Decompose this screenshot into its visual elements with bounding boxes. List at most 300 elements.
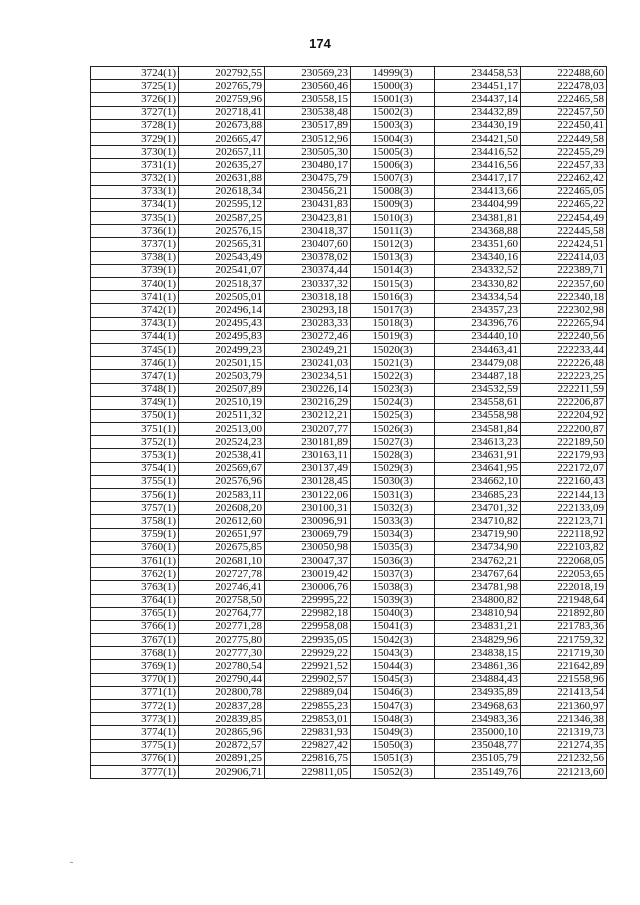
y-coordinate-left-cell: 230249,21	[265, 343, 351, 356]
x-coordinate-left-cell: 202538,41	[179, 449, 265, 462]
point-id-right-cell: 15039(3)	[351, 594, 435, 607]
table-row	[91, 370, 607, 383]
point-id-left-cell: 3737(1)	[91, 238, 179, 251]
x-coordinate-left-cell: 202764,77	[179, 607, 265, 620]
point-id-left-cell: 3736(1)	[91, 225, 179, 238]
x-coordinate-right-cell: 234831,21	[435, 620, 521, 633]
point-id-left-cell: 3767(1)	[91, 634, 179, 647]
x-coordinate-left-cell: 202543,49	[179, 251, 265, 264]
x-coordinate-right-cell: 234332,52	[435, 264, 521, 277]
point-id-left-cell: 3772(1)	[91, 700, 179, 713]
x-coordinate-left-cell: 202718,41	[179, 106, 265, 119]
x-coordinate-left-cell: 202765,79	[179, 80, 265, 93]
point-id-left-cell: 3757(1)	[91, 502, 179, 515]
x-coordinate-left-cell: 202503,79	[179, 370, 265, 383]
x-coordinate-right-cell: 234734,90	[435, 541, 521, 554]
table-row	[91, 502, 607, 515]
y-coordinate-right-cell: 222450,41	[521, 119, 607, 132]
x-coordinate-left-cell: 202837,28	[179, 700, 265, 713]
table-row	[91, 409, 607, 422]
point-id-right-cell: 15049(3)	[351, 726, 435, 739]
x-coordinate-right-cell: 234368,88	[435, 225, 521, 238]
y-coordinate-right-cell: 222179,93	[521, 449, 607, 462]
table-row	[91, 251, 607, 264]
table-row	[91, 132, 607, 145]
x-coordinate-right-cell: 234416,56	[435, 159, 521, 172]
y-coordinate-right-cell: 222160,43	[521, 475, 607, 488]
x-coordinate-left-cell: 202777,30	[179, 647, 265, 660]
table-row	[91, 594, 607, 607]
y-coordinate-right-cell: 221642,89	[521, 660, 607, 673]
x-coordinate-right-cell: 234430,19	[435, 119, 521, 132]
point-id-right-cell: 15051(3)	[351, 752, 435, 765]
y-coordinate-right-cell: 222206,87	[521, 396, 607, 409]
table-row	[91, 304, 607, 317]
table-row	[91, 212, 607, 225]
point-id-right-cell: 15030(3)	[351, 475, 435, 488]
y-coordinate-right-cell: 221413,54	[521, 686, 607, 699]
point-id-right-cell: 15037(3)	[351, 568, 435, 581]
y-coordinate-right-cell: 222189,50	[521, 436, 607, 449]
y-coordinate-left-cell: 230212,21	[265, 409, 351, 422]
x-coordinate-left-cell: 202524,23	[179, 436, 265, 449]
x-coordinate-right-cell: 234810,94	[435, 607, 521, 620]
point-id-right-cell: 15015(3)	[351, 278, 435, 291]
x-coordinate-right-cell: 234685,23	[435, 489, 521, 502]
point-id-right-cell: 15018(3)	[351, 317, 435, 330]
x-coordinate-right-cell: 234838,15	[435, 647, 521, 660]
table-row	[91, 673, 607, 686]
point-id-left-cell: 3730(1)	[91, 146, 179, 159]
x-coordinate-left-cell: 202800,78	[179, 686, 265, 699]
point-id-right-cell: 15043(3)	[351, 647, 435, 660]
point-id-right-cell: 15027(3)	[351, 436, 435, 449]
table-row	[91, 436, 607, 449]
point-id-right-cell: 15016(3)	[351, 291, 435, 304]
table-row	[91, 198, 607, 211]
x-coordinate-right-cell: 234334,54	[435, 291, 521, 304]
y-coordinate-left-cell: 230272,46	[265, 330, 351, 343]
point-id-left-cell: 3738(1)	[91, 251, 179, 264]
y-coordinate-left-cell: 230318,18	[265, 291, 351, 304]
table-row	[91, 489, 607, 502]
y-coordinate-right-cell: 222068,05	[521, 554, 607, 567]
table-row	[91, 554, 607, 567]
y-coordinate-right-cell: 222457,50	[521, 106, 607, 119]
y-coordinate-right-cell: 221558,96	[521, 673, 607, 686]
table-row	[91, 568, 607, 581]
x-coordinate-left-cell: 202505,01	[179, 291, 265, 304]
table-row	[91, 686, 607, 699]
y-coordinate-right-cell: 222462,42	[521, 172, 607, 185]
point-id-right-cell: 15038(3)	[351, 581, 435, 594]
y-coordinate-left-cell: 230558,15	[265, 93, 351, 106]
y-coordinate-right-cell: 222172,07	[521, 462, 607, 475]
point-id-left-cell: 3771(1)	[91, 686, 179, 699]
point-id-right-cell: 15028(3)	[351, 449, 435, 462]
x-coordinate-left-cell: 202507,89	[179, 383, 265, 396]
point-id-right-cell: 15035(3)	[351, 541, 435, 554]
x-coordinate-left-cell: 202501,15	[179, 357, 265, 370]
table-row	[91, 106, 607, 119]
point-id-left-cell: 3774(1)	[91, 726, 179, 739]
point-id-right-cell: 15010(3)	[351, 212, 435, 225]
x-coordinate-right-cell: 234581,84	[435, 423, 521, 436]
point-id-right-cell: 14999(3)	[351, 67, 435, 80]
x-coordinate-right-cell: 235000,10	[435, 726, 521, 739]
point-id-right-cell: 15025(3)	[351, 409, 435, 422]
x-coordinate-left-cell: 202635,27	[179, 159, 265, 172]
y-coordinate-right-cell: 222449,58	[521, 132, 607, 145]
point-id-right-cell: 15040(3)	[351, 607, 435, 620]
x-coordinate-left-cell: 202759,96	[179, 93, 265, 106]
y-coordinate-right-cell: 221719,30	[521, 647, 607, 660]
y-coordinate-right-cell: 222465,05	[521, 185, 607, 198]
point-id-right-cell: 15047(3)	[351, 700, 435, 713]
x-coordinate-left-cell: 202775,80	[179, 634, 265, 647]
table-row	[91, 185, 607, 198]
y-coordinate-right-cell: 222445,58	[521, 225, 607, 238]
point-id-right-cell: 15019(3)	[351, 330, 435, 343]
y-coordinate-left-cell: 230050,98	[265, 541, 351, 554]
table-row	[91, 330, 607, 343]
x-coordinate-right-cell: 234781,98	[435, 581, 521, 594]
table-row	[91, 660, 607, 673]
x-coordinate-right-cell: 234558,98	[435, 409, 521, 422]
table-row	[91, 146, 607, 159]
y-coordinate-left-cell: 230163,11	[265, 449, 351, 462]
point-id-left-cell: 3731(1)	[91, 159, 179, 172]
point-id-right-cell: 15013(3)	[351, 251, 435, 264]
point-id-left-cell: 3769(1)	[91, 660, 179, 673]
point-id-right-cell: 15002(3)	[351, 106, 435, 119]
x-coordinate-left-cell: 202651,97	[179, 528, 265, 541]
x-coordinate-right-cell: 234968,63	[435, 700, 521, 713]
table-row	[91, 383, 607, 396]
point-id-left-cell: 3758(1)	[91, 515, 179, 528]
point-id-right-cell: 15003(3)	[351, 119, 435, 132]
x-coordinate-left-cell: 202865,96	[179, 726, 265, 739]
table-row	[91, 620, 607, 633]
point-id-left-cell: 3743(1)	[91, 317, 179, 330]
table-row	[91, 515, 607, 528]
y-coordinate-left-cell: 230137,49	[265, 462, 351, 475]
point-id-left-cell: 3724(1)	[91, 67, 179, 80]
y-coordinate-left-cell: 230517,89	[265, 119, 351, 132]
point-id-right-cell: 15000(3)	[351, 80, 435, 93]
x-coordinate-right-cell: 234532,59	[435, 383, 521, 396]
point-id-left-cell: 3768(1)	[91, 647, 179, 660]
table-row	[91, 172, 607, 185]
y-coordinate-left-cell: 229958,08	[265, 620, 351, 633]
x-coordinate-right-cell: 234701,32	[435, 502, 521, 515]
y-coordinate-left-cell: 230512,96	[265, 132, 351, 145]
y-coordinate-left-cell: 230207,77	[265, 423, 351, 436]
x-coordinate-right-cell: 234440,10	[435, 330, 521, 343]
point-id-left-cell: 3739(1)	[91, 264, 179, 277]
x-coordinate-left-cell: 202727,78	[179, 568, 265, 581]
point-id-right-cell: 15001(3)	[351, 93, 435, 106]
x-coordinate-left-cell: 202839,85	[179, 713, 265, 726]
x-coordinate-left-cell: 202518,37	[179, 278, 265, 291]
y-coordinate-left-cell: 230374,44	[265, 264, 351, 277]
x-coordinate-right-cell: 234396,76	[435, 317, 521, 330]
x-coordinate-right-cell: 234330,82	[435, 278, 521, 291]
table-row	[91, 700, 607, 713]
table-row	[91, 278, 607, 291]
x-coordinate-right-cell: 234884,43	[435, 673, 521, 686]
y-coordinate-left-cell: 230418,37	[265, 225, 351, 238]
x-coordinate-left-cell: 202495,43	[179, 317, 265, 330]
point-id-right-cell: 15041(3)	[351, 620, 435, 633]
y-coordinate-left-cell: 230475,79	[265, 172, 351, 185]
x-coordinate-left-cell: 202587,25	[179, 212, 265, 225]
table-row	[91, 449, 607, 462]
y-coordinate-left-cell: 229995,22	[265, 594, 351, 607]
point-id-right-cell: 15005(3)	[351, 146, 435, 159]
x-coordinate-right-cell: 234381,81	[435, 212, 521, 225]
x-coordinate-right-cell: 234487,18	[435, 370, 521, 383]
y-coordinate-left-cell: 230096,91	[265, 515, 351, 528]
coordinates-table-body	[91, 67, 607, 779]
y-coordinate-left-cell: 230019,42	[265, 568, 351, 581]
point-id-right-cell: 15029(3)	[351, 462, 435, 475]
table-row	[91, 423, 607, 436]
y-coordinate-right-cell: 222465,58	[521, 93, 607, 106]
y-coordinate-right-cell: 221783,36	[521, 620, 607, 633]
point-id-right-cell: 15020(3)	[351, 343, 435, 356]
y-coordinate-right-cell: 222455,29	[521, 146, 607, 159]
x-coordinate-right-cell: 234357,23	[435, 304, 521, 317]
point-id-left-cell: 3766(1)	[91, 620, 179, 633]
y-coordinate-right-cell: 222211,59	[521, 383, 607, 396]
y-coordinate-right-cell: 222302,98	[521, 304, 607, 317]
x-coordinate-left-cell: 202569,67	[179, 462, 265, 475]
point-id-left-cell: 3756(1)	[91, 489, 179, 502]
point-id-right-cell: 15050(3)	[351, 739, 435, 752]
x-coordinate-left-cell: 202657,11	[179, 146, 265, 159]
y-coordinate-right-cell: 222133,09	[521, 502, 607, 515]
x-coordinate-right-cell: 234767,64	[435, 568, 521, 581]
point-id-right-cell: 15042(3)	[351, 634, 435, 647]
x-coordinate-left-cell: 202608,20	[179, 502, 265, 515]
point-id-left-cell: 3734(1)	[91, 198, 179, 211]
table-row	[91, 396, 607, 409]
y-coordinate-right-cell: 221759,32	[521, 634, 607, 647]
table-row	[91, 765, 607, 778]
point-id-left-cell: 3764(1)	[91, 594, 179, 607]
x-coordinate-left-cell: 202618,34	[179, 185, 265, 198]
y-coordinate-left-cell: 230480,17	[265, 159, 351, 172]
point-id-left-cell: 3776(1)	[91, 752, 179, 765]
point-id-left-cell: 3727(1)	[91, 106, 179, 119]
point-id-left-cell: 3754(1)	[91, 462, 179, 475]
x-coordinate-left-cell: 202631,88	[179, 172, 265, 185]
point-id-left-cell: 3763(1)	[91, 581, 179, 594]
y-coordinate-right-cell: 221232,56	[521, 752, 607, 765]
point-id-left-cell: 3770(1)	[91, 673, 179, 686]
table-row	[91, 541, 607, 554]
x-coordinate-left-cell: 202612,60	[179, 515, 265, 528]
x-coordinate-right-cell: 234479,08	[435, 357, 521, 370]
y-coordinate-right-cell: 222265,94	[521, 317, 607, 330]
point-id-right-cell: 15008(3)	[351, 185, 435, 198]
y-coordinate-left-cell: 229853,01	[265, 713, 351, 726]
x-coordinate-left-cell: 202758,50	[179, 594, 265, 607]
x-coordinate-right-cell: 234641,95	[435, 462, 521, 475]
y-coordinate-right-cell: 222144,13	[521, 489, 607, 502]
page-number: 174	[309, 36, 331, 51]
table-row	[91, 291, 607, 304]
table-row	[91, 225, 607, 238]
y-coordinate-right-cell: 222357,60	[521, 278, 607, 291]
x-coordinate-right-cell: 235105,79	[435, 752, 521, 765]
table-row	[91, 607, 607, 620]
table-row	[91, 581, 607, 594]
point-id-right-cell: 15014(3)	[351, 264, 435, 277]
y-coordinate-left-cell: 230128,45	[265, 475, 351, 488]
y-coordinate-right-cell: 222414,03	[521, 251, 607, 264]
point-id-left-cell: 3750(1)	[91, 409, 179, 422]
table-row	[91, 264, 607, 277]
x-coordinate-left-cell: 202576,96	[179, 475, 265, 488]
table-row	[91, 475, 607, 488]
table-row	[91, 80, 607, 93]
point-id-left-cell: 3742(1)	[91, 304, 179, 317]
scan-mark	[70, 862, 73, 863]
y-coordinate-left-cell: 229982,18	[265, 607, 351, 620]
point-id-right-cell: 15023(3)	[351, 383, 435, 396]
point-id-right-cell: 15044(3)	[351, 660, 435, 673]
point-id-left-cell: 3773(1)	[91, 713, 179, 726]
x-coordinate-right-cell: 235048,77	[435, 739, 521, 752]
y-coordinate-right-cell: 222478,03	[521, 80, 607, 93]
point-id-left-cell: 3726(1)	[91, 93, 179, 106]
x-coordinate-left-cell: 202665,47	[179, 132, 265, 145]
table-row	[91, 647, 607, 660]
x-coordinate-right-cell: 234613,23	[435, 436, 521, 449]
x-coordinate-left-cell: 202792,55	[179, 67, 265, 80]
y-coordinate-left-cell: 230181,89	[265, 436, 351, 449]
point-id-left-cell: 3745(1)	[91, 343, 179, 356]
table-row	[91, 726, 607, 739]
y-coordinate-left-cell: 229855,23	[265, 700, 351, 713]
x-coordinate-right-cell: 234861,36	[435, 660, 521, 673]
x-coordinate-left-cell: 202595,12	[179, 198, 265, 211]
point-id-right-cell: 15045(3)	[351, 673, 435, 686]
point-id-left-cell: 3751(1)	[91, 423, 179, 436]
y-coordinate-right-cell: 221346,38	[521, 713, 607, 726]
y-coordinate-left-cell: 230216,29	[265, 396, 351, 409]
point-id-right-cell: 15048(3)	[351, 713, 435, 726]
y-coordinate-left-cell: 229921,52	[265, 660, 351, 673]
point-id-left-cell: 3775(1)	[91, 739, 179, 752]
table-row	[91, 119, 607, 132]
point-id-left-cell: 3765(1)	[91, 607, 179, 620]
point-id-right-cell: 15006(3)	[351, 159, 435, 172]
x-coordinate-right-cell: 234829,96	[435, 634, 521, 647]
x-coordinate-left-cell: 202496,14	[179, 304, 265, 317]
x-coordinate-left-cell: 202675,85	[179, 541, 265, 554]
x-coordinate-left-cell: 202746,41	[179, 581, 265, 594]
table-row	[91, 752, 607, 765]
x-coordinate-right-cell: 234935,89	[435, 686, 521, 699]
table-row	[91, 317, 607, 330]
x-coordinate-right-cell: 234463,41	[435, 343, 521, 356]
y-coordinate-right-cell: 222118,92	[521, 528, 607, 541]
point-id-right-cell: 15012(3)	[351, 238, 435, 251]
table-row	[91, 67, 607, 80]
y-coordinate-left-cell: 230431,83	[265, 198, 351, 211]
point-id-left-cell: 3752(1)	[91, 436, 179, 449]
y-coordinate-left-cell: 230337,32	[265, 278, 351, 291]
table-row	[91, 93, 607, 106]
point-id-right-cell: 15024(3)	[351, 396, 435, 409]
y-coordinate-right-cell: 221892,80	[521, 607, 607, 620]
x-coordinate-left-cell: 202495,83	[179, 330, 265, 343]
y-coordinate-right-cell: 222233,44	[521, 343, 607, 356]
x-coordinate-right-cell: 234662,10	[435, 475, 521, 488]
x-coordinate-left-cell: 202891,25	[179, 752, 265, 765]
x-coordinate-right-cell: 234451,17	[435, 80, 521, 93]
y-coordinate-right-cell: 222200,87	[521, 423, 607, 436]
y-coordinate-left-cell: 229811,05	[265, 765, 351, 778]
table-row	[91, 343, 607, 356]
coordinates-table	[90, 66, 607, 779]
point-id-right-cell: 15046(3)	[351, 686, 435, 699]
x-coordinate-left-cell: 202790,44	[179, 673, 265, 686]
y-coordinate-right-cell: 222424,51	[521, 238, 607, 251]
y-coordinate-left-cell: 229935,05	[265, 634, 351, 647]
y-coordinate-right-cell: 222103,82	[521, 541, 607, 554]
y-coordinate-right-cell: 221319,73	[521, 726, 607, 739]
y-coordinate-right-cell: 221360,97	[521, 700, 607, 713]
point-id-right-cell: 15034(3)	[351, 528, 435, 541]
x-coordinate-right-cell: 234762,21	[435, 554, 521, 567]
table-row	[91, 713, 607, 726]
point-id-right-cell: 15022(3)	[351, 370, 435, 383]
y-coordinate-left-cell: 230100,31	[265, 502, 351, 515]
y-coordinate-left-cell: 230456,21	[265, 185, 351, 198]
point-id-right-cell: 15033(3)	[351, 515, 435, 528]
x-coordinate-right-cell: 234558,61	[435, 396, 521, 409]
x-coordinate-left-cell: 202513,00	[179, 423, 265, 436]
point-id-left-cell: 3729(1)	[91, 132, 179, 145]
y-coordinate-left-cell: 230047,37	[265, 554, 351, 567]
y-coordinate-left-cell: 230069,79	[265, 528, 351, 541]
point-id-right-cell: 15031(3)	[351, 489, 435, 502]
point-id-right-cell: 15017(3)	[351, 304, 435, 317]
table-row	[91, 357, 607, 370]
x-coordinate-right-cell: 234416,52	[435, 146, 521, 159]
y-coordinate-left-cell: 230283,33	[265, 317, 351, 330]
x-coordinate-right-cell: 234710,82	[435, 515, 521, 528]
x-coordinate-left-cell: 202511,32	[179, 409, 265, 422]
table-row	[91, 238, 607, 251]
point-id-left-cell: 3732(1)	[91, 172, 179, 185]
point-id-right-cell: 15004(3)	[351, 132, 435, 145]
point-id-right-cell: 15052(3)	[351, 765, 435, 778]
point-id-right-cell: 15036(3)	[351, 554, 435, 567]
point-id-left-cell: 3761(1)	[91, 554, 179, 567]
point-id-left-cell: 3748(1)	[91, 383, 179, 396]
x-coordinate-left-cell: 202583,11	[179, 489, 265, 502]
y-coordinate-left-cell: 229827,42	[265, 739, 351, 752]
x-coordinate-right-cell: 234404,99	[435, 198, 521, 211]
point-id-left-cell: 3753(1)	[91, 449, 179, 462]
y-coordinate-right-cell: 221274,35	[521, 739, 607, 752]
point-id-left-cell: 3760(1)	[91, 541, 179, 554]
